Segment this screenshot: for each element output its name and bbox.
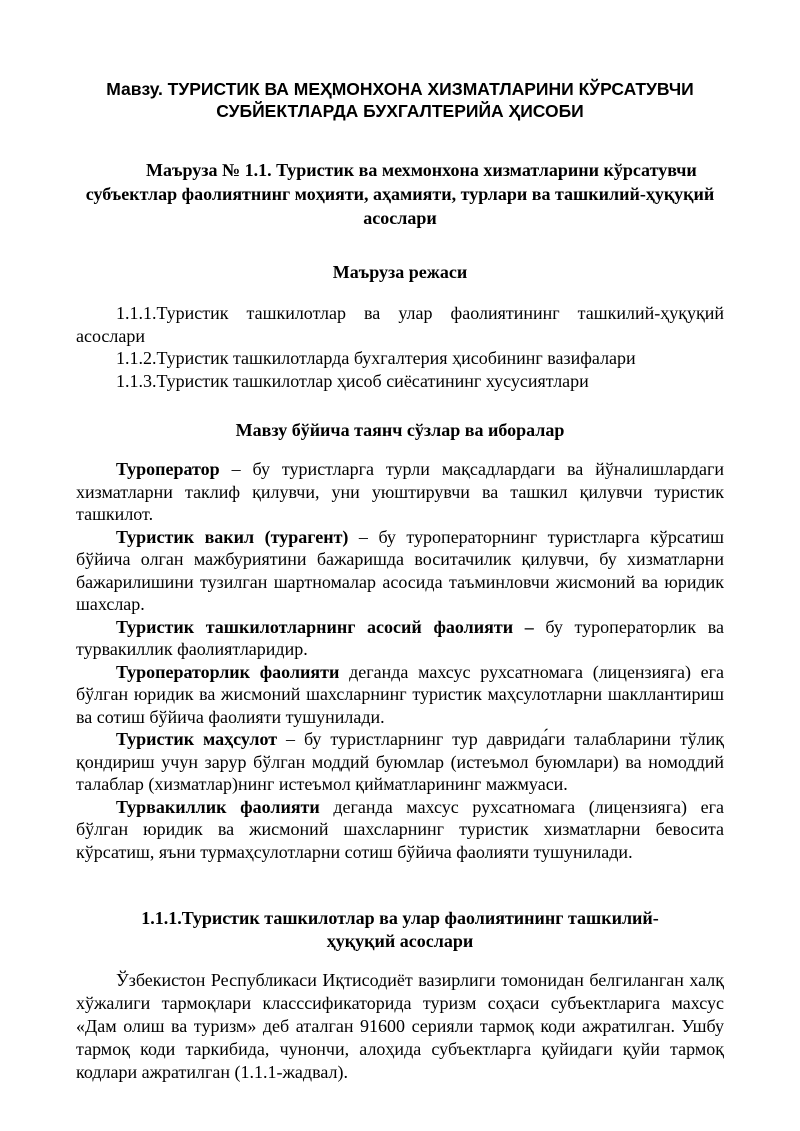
definition-term: Туристик маҳсулот [116, 729, 278, 749]
section-heading-line2: ҳуқуқий асослари [326, 931, 474, 951]
definition-term: Туристик вакил (турагент) [116, 526, 349, 547]
definition-term: Туроператорлик фаолияти [116, 661, 340, 682]
definition-item [76, 616, 724, 661]
definition-text: бу туроператорлик ва турвакиллик фаолиятларидир. [76, 616, 725, 659]
plan-item: 1.1.2.Туристик ташкилотларда бухгалтерия ҳисобининг вазифалари [116, 348, 636, 368]
lecture-title-line2: субъектлар фаолиятнинг моҳияти, аҳамияти, турлари ва ташкилий-ҳуқуқий [85, 184, 715, 204]
definition-text: – бу туристларнинг тур даврида́ги талабларини тўлиқ қондириш учун зарур бўлган моддий буюмлар (истеъмол буюмлари) ва номоддий талаблар (хизматлар)нинг истеъмол қийматларининг мажмуаси. [76, 729, 724, 794]
definition-item [76, 458, 724, 526]
document-page [76, 78, 724, 1084]
keywords-list [76, 458, 724, 863]
plan-item: 1.1.1.Туристик ташкилотлар ва улар фаолиятининг ташкилий-ҳуқуқий асослари [76, 303, 724, 346]
definition-text: деганда махсус рухсатномага (лицензияга) ега бўлган юридик ва жисмоний шахсларнинг туристик маҳсулотларни шакллантириш ва сотиш бўйича фаолияти тушунилади. [76, 661, 725, 727]
definition-text: деганда махсус рухсатномага (лицензияга) ега бўлган юридик ва жисмоний шахсларнинг туристик хизматларни бевосита кўрсатиш, яъни турмаҳсулотларни сотиш бўйича фаолияти тушунилади. [76, 796, 724, 862]
definition-item [76, 526, 724, 616]
lecture-title [76, 158, 724, 230]
plan-item: 1.1.3.Туристик ташкилотлар ҳисоб сиёсатининг хусусиятлари [116, 370, 589, 391]
plan-list [76, 302, 724, 392]
definition-term: Турвакиллик фаолияти [116, 796, 320, 817]
lecture-title-line1: Маъруза № 1.1. Туристик ва мехмонхона хизматларини кўрсатувчи [146, 160, 697, 180]
definition-term: Туристик ташкилотларнинг асосий фаолияти – [116, 616, 534, 637]
definition-text: – бу туроператорнинг туристларга кўрсатиш бўйича олган мажбуриятини бажаришда воситачилик қилувчи, бу хизматларни бажарилишини тузилган шартномалар асосида таъминловчи жисмоний ва юридик шахслар. [76, 526, 724, 614]
section-heading [76, 907, 724, 953]
definition-term: Туроператор [116, 459, 220, 479]
section-body [76, 969, 724, 1084]
section-heading-line1: 1.1.1.Туристик ташкилотлар ва улар фаолиятининг ташкилий- [141, 908, 659, 928]
definition-item [76, 796, 724, 864]
definition-text: – бу туристларга турли мақсадлардаги ва йўналишлардаги хизматларни таклиф қилувчи, уни уюштирувчи ва ташкил қилувчи туристик ташкилот. [76, 459, 724, 524]
definition-item [76, 728, 724, 796]
definition-item [76, 661, 724, 729]
topic-title-line2: СУБЙЕКТЛАРДА БУХГАЛТЕРИЙА ҲИСОБИ [216, 101, 584, 121]
lecture-title-line3: асослари [363, 208, 437, 228]
plan-heading: Маъруза режаси [332, 262, 468, 282]
keywords-heading: Мавзу бўйича таянч сўзлар ва иборалар [235, 420, 565, 440]
topic-title [76, 78, 724, 122]
section-paragraph: Ўзбекистон Республикаси Иқтисодиёт вазирлиги томонидан белгиланган халқ хўжалиги тармоқлари классcификаторида туризм соҳаси субъектларига махсус «Дам олиш ва туризм» деб аталган 91600 серияли тармоқ коди ажратилган. Ушбу тармоқ коди таркибида, чунончи, алоҳида субъектларга қуйидаги қуйи тармоқ кодлари ажратилган (1.1.1-жадвал). [76, 970, 724, 1082]
topic-title-line1: Мавзу. ТУРИСТИК ВА МЕҲМОНХОНА ХИЗМАТЛАРИНИ КЎРСАТУВЧИ [106, 79, 694, 99]
